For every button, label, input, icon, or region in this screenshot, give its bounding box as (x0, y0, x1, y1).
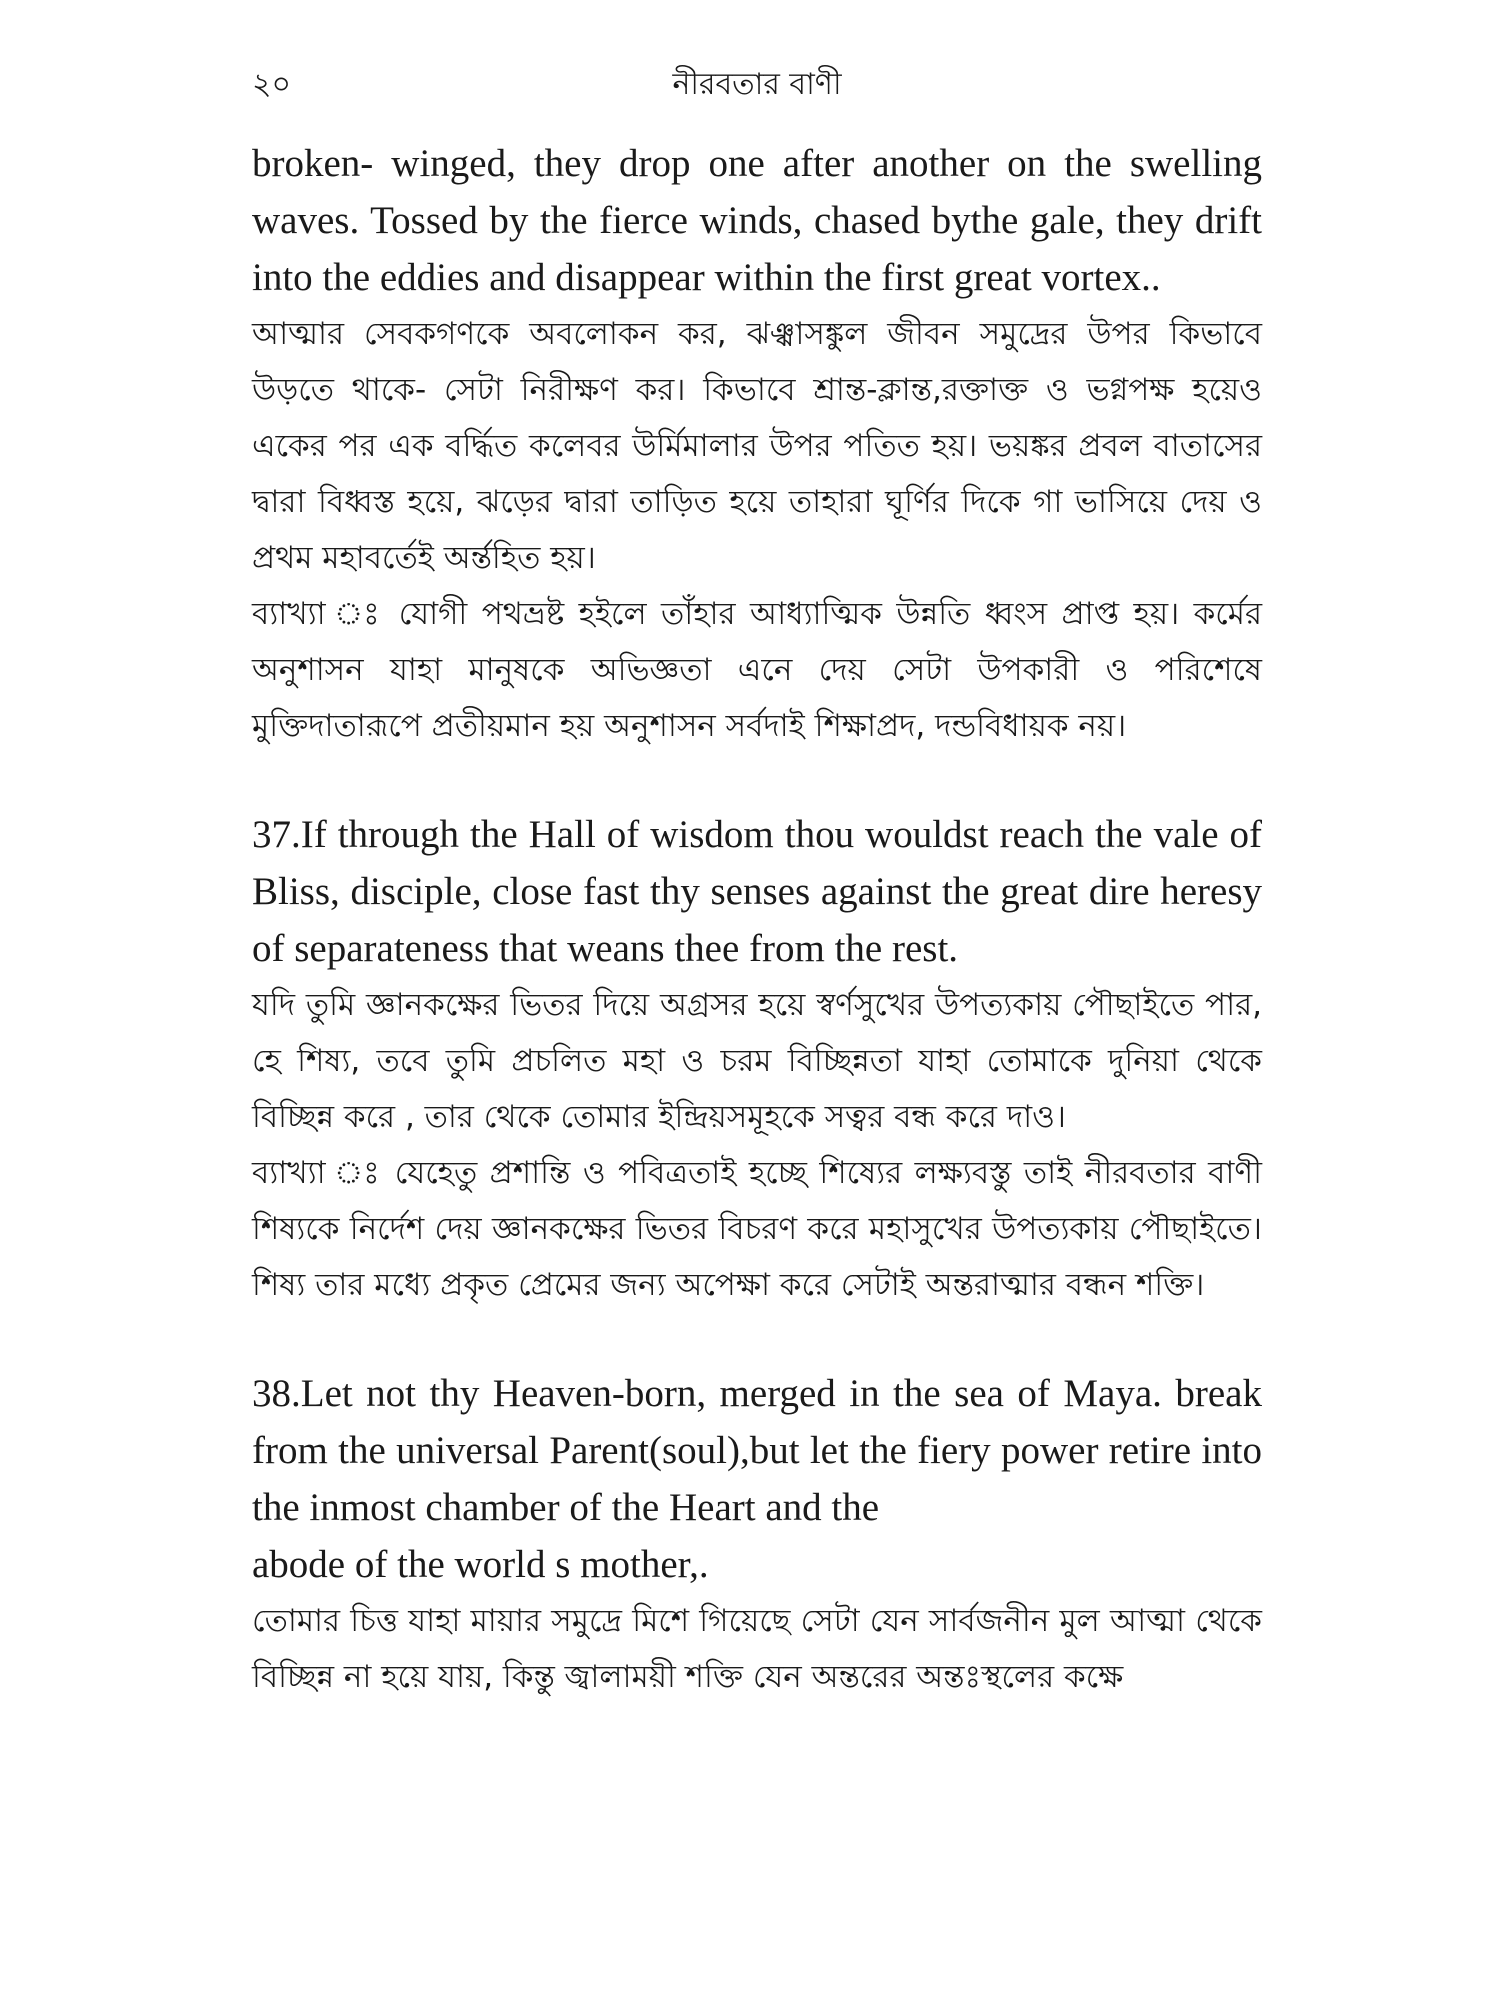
page-header (252, 60, 1262, 110)
english-paragraph: broken- winged, they drop one after another on the swelling waves. Tossed by the fierce winds, chased bythe gale, they drift into the eddies and disappear within the first great vortex.. (252, 142, 1262, 299)
running-title: নীরবতার বাণী (672, 67, 842, 102)
bengali-explanation: ব্যাখ্যা ঃ যোগী পথভ্রষ্ট হইলে তাঁহার আধ্যাত্মিক উন্নতি ধ্বংস প্রাপ্ত হয়। কর্মের অনুশাসন যাহা মানুষকে অভিজ্ঞতা এনে দেয় সেটা উপকারী ও পরিশেষে মুক্তিদাতারূপে প্রতীয়মান হয় অনুশাসন সর্বদাই শিক্ষাপ্রদ, দন্ডবিধায়ক নয়। (252, 596, 1262, 744)
verse-37-bengali: যদি তুমি জ্ঞানকক্ষের ভিতর দিয়ে অগ্রসর হয়ে স্বর্ণসুখের উপত্যকায় পৌছাইতে পার, হে শিষ্য, তবে তুমি প্রচলিত মহা ও চরম বিচ্ছিন্নতা যাহা তোমাকে দুনিয়া থেকে বিচ্ছিন্ন করে , তার থেকে তোমার ইন্দ্রিয়সমূহকে সত্বর বন্ধ করে দাও। (252, 987, 1262, 1135)
verse-38-english-continued: abode of the world s mother,. (252, 1543, 709, 1586)
page-number: ২০ (252, 67, 292, 102)
verse-38-english: 38.Let not thy Heaven-born, merged in the sea of Maya. break from the universal Parent(soul),but let the fiery power retire into the inmost chamber of the Heart and the (252, 1372, 1262, 1529)
page-body (252, 135, 1262, 1705)
verse-38-bengali: তোমার চিত্ত যাহা মায়ার সমুদ্রে মিশে গিয়েছে সেটা যেন সার্বজনীন মুল আত্মা থেকে বিচ্ছিন্ন না হয়ে যায়, কিন্তু জ্বালাময়ী শক্তি যেন অন্তরের অন্তঃস্থলের কক্ষে (252, 1603, 1262, 1695)
section-divider-space (252, 1313, 1262, 1365)
bengali-translation: আত্মার সেবকগণকে অবলোকন কর, ঝঞ্ঝাসঙ্কুল জীবন সমুদ্রের উপর কিভাবে উড়তে থাকে- সেটা নিরীক্ষণ কর। কিভাবে শ্রান্ত-ক্লান্ত,রক্তাক্ত ও ভগ্নপক্ষ হয়েও একের পর এক বর্দ্ধিত কলেবর উর্মিমালার উপর পতিত হয়। ভয়ঙ্কর প্রবল বাতাসের দ্বারা বিধ্বস্ত হয়ে, ঝড়ের দ্বারা তাড়িত হয়ে তাহারা ঘূর্ণির দিকে গা ভাসিয়ে দেয় ও প্রথম মহাবর্তেই অর্ন্তহিত হয়। (252, 316, 1262, 576)
section-divider-space (252, 754, 1262, 806)
verse-37-explanation: ব্যাখ্যা ঃ যেহেতু প্রশান্তি ও পবিত্রতাই হচ্ছে শিষ্যের লক্ষ্যবস্তু তাই নীরবতার বাণী শিষ্যকে নির্দেশ দেয় জ্ঞানকক্ষের ভিতর বিচরণ করে মহাসুখের উপত্যকায় পৌছাইতে। শিষ্য তার মধ্যে প্রকৃত প্রেমের জন্য অপেক্ষা করে সেটাই অন্তরাত্মার বন্ধন শক্তি। (252, 1155, 1262, 1303)
verse-37-english: 37.If through the Hall of wisdom thou wouldst reach the vale of Bliss, disciple, close fast thy senses against the great dire heresy of separateness that weans thee from the rest. (252, 813, 1262, 970)
